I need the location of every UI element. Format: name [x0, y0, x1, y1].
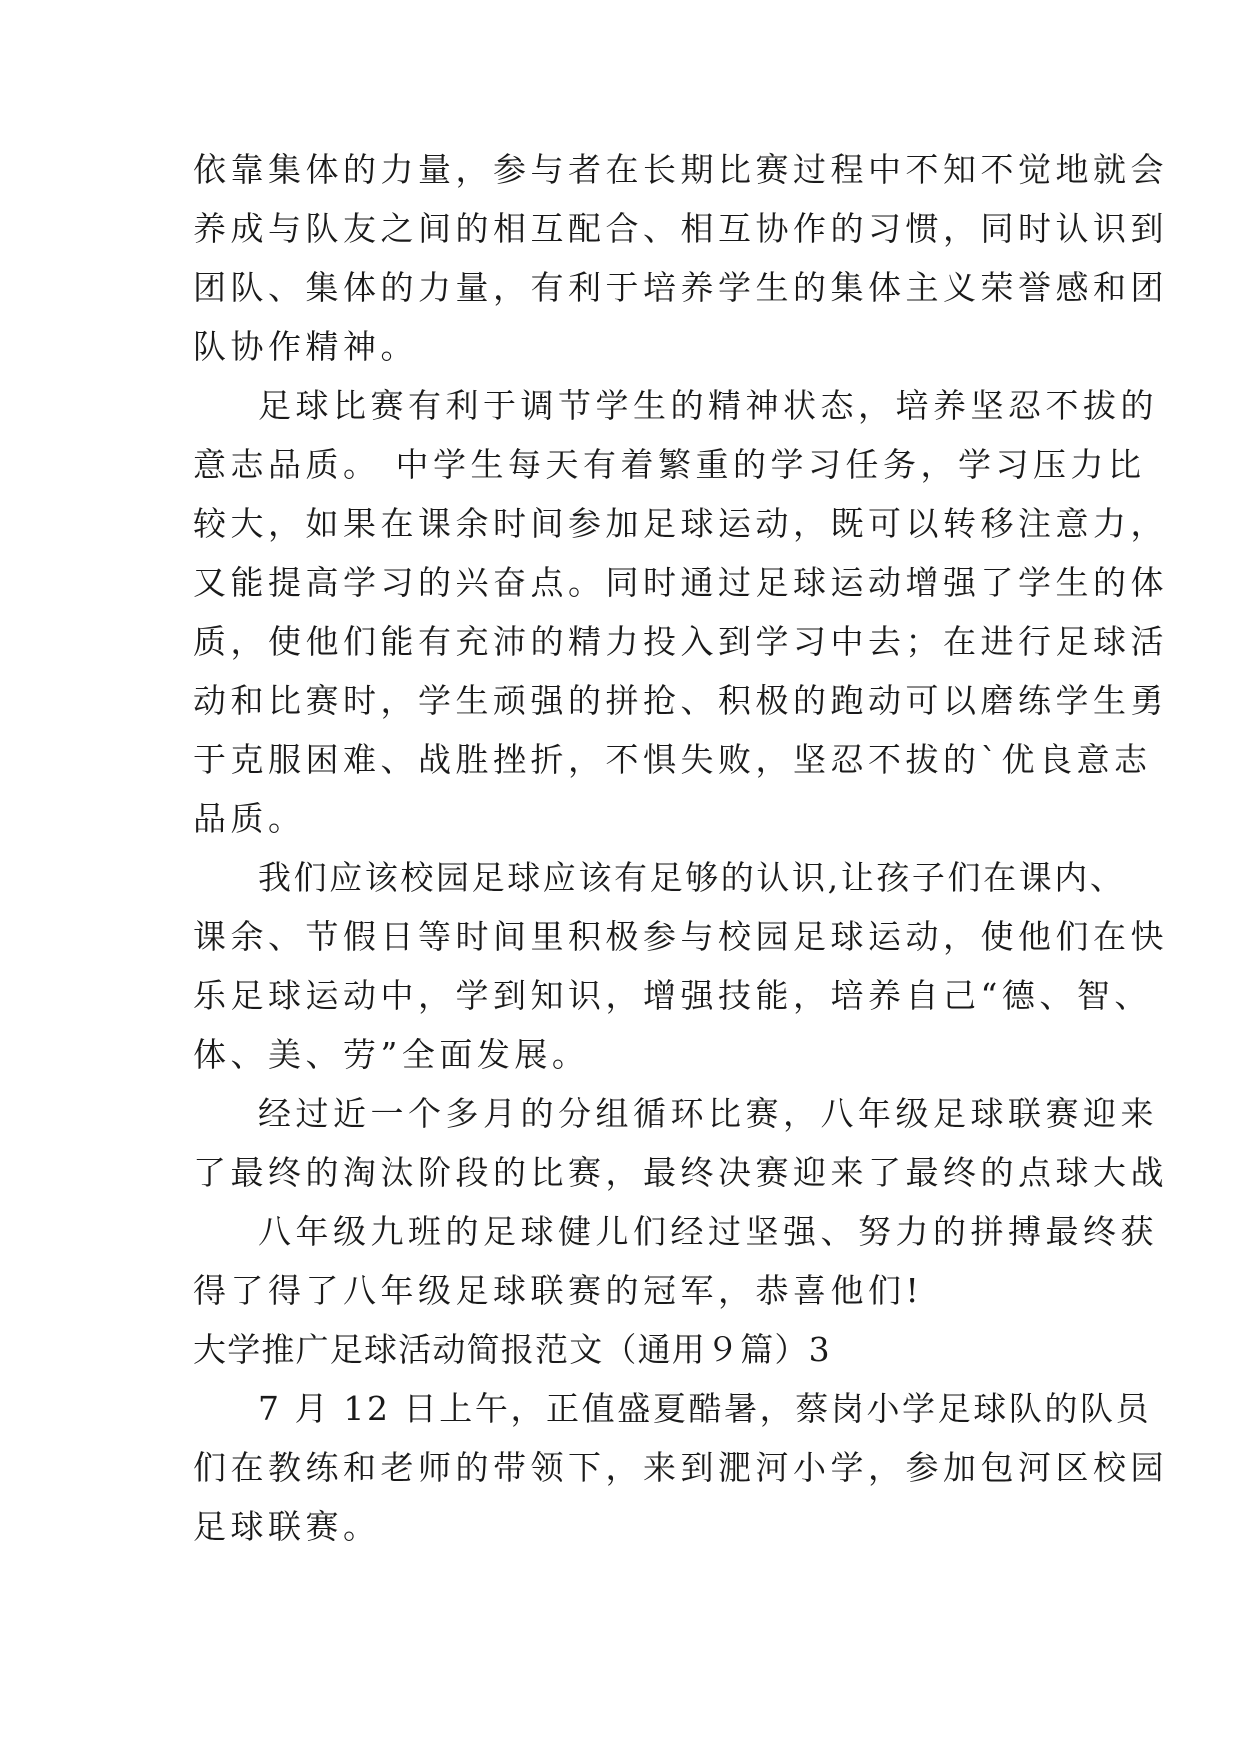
- paragraph-line: 又能提高学习的兴奋点。同时通过足球运动增强了学生的体: [193, 563, 1168, 602]
- paragraph-line: 乐足球运动中，学到知识，增强技能，培养自己“德、智、: [193, 976, 1152, 1015]
- section-heading: 大学推广足球活动简报范文（通用９篇）3: [193, 1330, 831, 1369]
- paragraph-line: 我们应该校园足球应该有足够的认识,让孩子们在课内、: [258, 858, 1126, 897]
- paragraph-line: 品质。: [193, 799, 306, 838]
- paragraph-line: 团队、集体的力量，有利于培养学生的集体主义荣誉感和团: [193, 268, 1168, 307]
- paragraph-line: 动和比赛时，学生顽强的拼抢、积极的跑动可以磨练学生勇: [193, 681, 1168, 720]
- paragraph-line: 于克服困难、战胜挫折，不惧失败，坚忍不拔的`优良意志: [193, 740, 1152, 779]
- paragraph-line: 7 月 12 日上午，正值盛夏酷暑，蔡岗小学足球队的队员: [258, 1389, 1152, 1428]
- paragraph-line: 质，使他们能有充沛的精力投入到学习中去；在进行足球活: [193, 622, 1168, 661]
- paragraph-line: 足球联赛。: [193, 1507, 381, 1546]
- paragraph-line: 养成与队友之间的相互配合、相互协作的习惯，同时认识到: [193, 209, 1168, 248]
- paragraph-line: 体、美、劳”全面发展。: [193, 1035, 590, 1074]
- paragraph-line: 得了得了八年级足球联赛的冠军，恭喜他们!: [193, 1271, 924, 1310]
- paragraph-line: 经过近一个多月的分组循环比赛，八年级足球联赛迎来: [258, 1094, 1158, 1133]
- paragraph-line: 依靠集体的力量，参与者在长期比赛过程中不知不觉地就会: [193, 150, 1168, 189]
- paragraph-line: 八年级九班的足球健儿们经过坚强、努力的拼搏最终获: [258, 1212, 1158, 1251]
- paragraph-line: 队协作精神。: [193, 327, 418, 366]
- paragraph-line: 们在教练和老师的带领下，来到淝河小学，参加包河区校园: [193, 1448, 1168, 1487]
- paragraph-line: 课余、节假日等时间里积极参与校园足球运动，使他们在快: [193, 917, 1168, 956]
- paragraph-line: 意志品质。 中学生每天有着繁重的学习任务，学习压力比: [193, 445, 1146, 484]
- paragraph-line: 足球比赛有利于调节学生的精神状态，培养坚忍不拔的: [258, 386, 1158, 425]
- paragraph-line: 较大，如果在课余时间参加足球运动，既可以转移注意力，: [193, 504, 1168, 543]
- paragraph-line: 了最终的淘汰阶段的比赛，最终决赛迎来了最终的点球大战: [193, 1153, 1168, 1192]
